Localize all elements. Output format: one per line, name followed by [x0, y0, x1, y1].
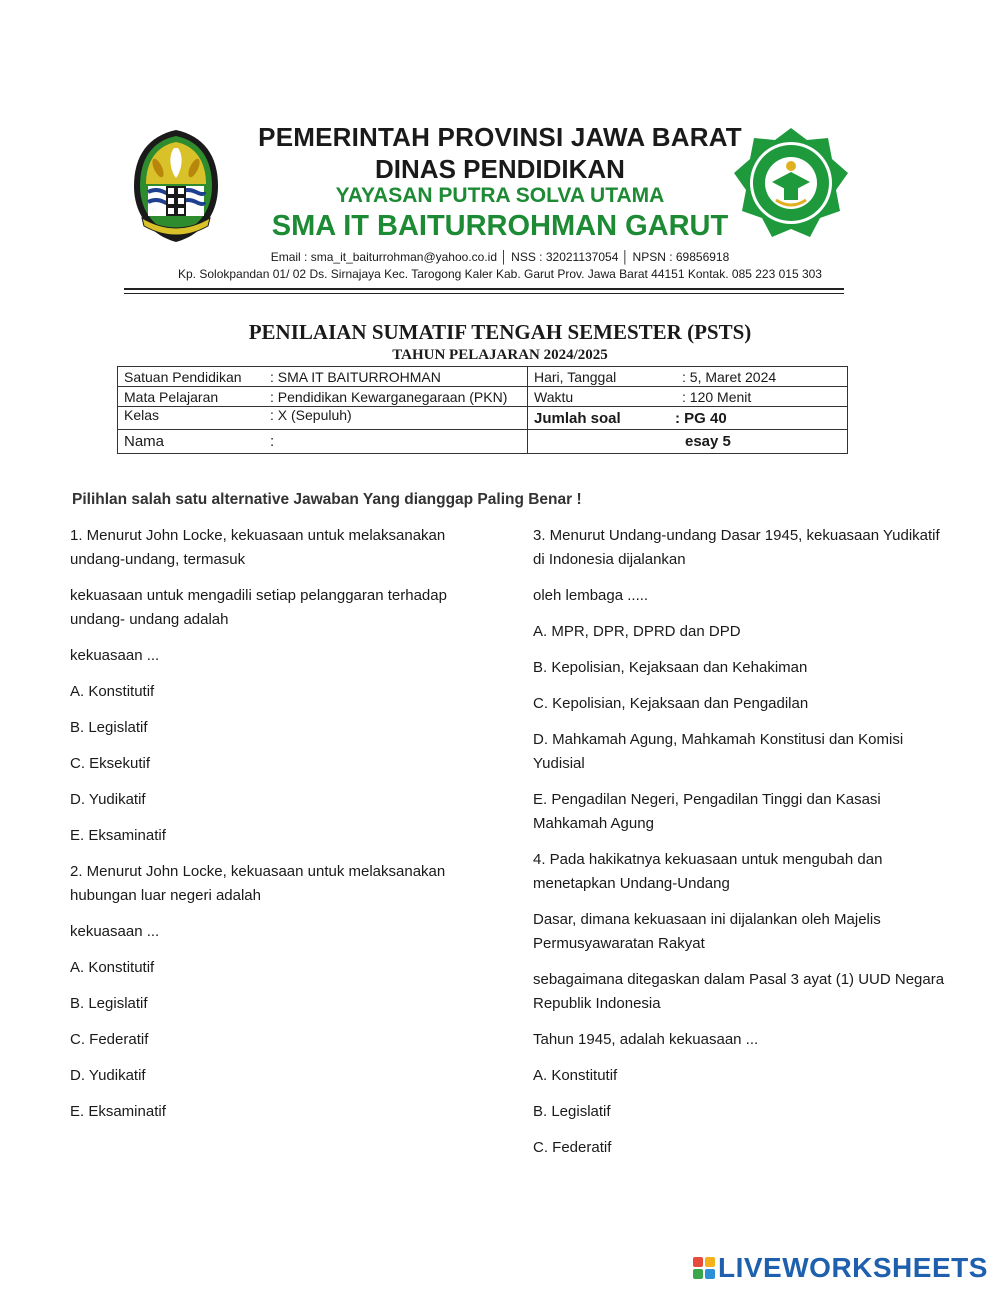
letterhead-government: PEMERINTAH PROVINSI JAWA BARAT — [258, 122, 742, 152]
question-4-stem: 4. Pada hakikatnya kekuasaan untuk mengubah dan menetapkan Undang-Undang — [533, 851, 883, 892]
questions-left-column — [70, 524, 470, 1136]
mapel-label: Mata Pelajaran — [124, 388, 219, 405]
liveworksheets-icon — [693, 1257, 715, 1279]
liveworksheets-brand[interactable] — [693, 1252, 988, 1284]
hari-label: Hari, Tanggal — [534, 368, 617, 385]
nama-value: : — [270, 433, 275, 450]
letterhead-divider-thick — [124, 288, 844, 290]
instruction-text: Pilihlan salah satu alternative Jawaban Yang dianggap Paling Benar ! — [72, 491, 582, 508]
question-1-option-e[interactable]: E. Eksaminatif — [70, 827, 166, 844]
question-4-option-c[interactable]: C. Federatif — [533, 1139, 612, 1156]
question-3-option-a[interactable]: A. MPR, DPR, DPRD dan DPD — [533, 623, 741, 640]
questions-right-column — [533, 524, 953, 1172]
question-1-option-c[interactable]: C. Eksekutif — [70, 755, 151, 772]
info-cell — [118, 430, 528, 454]
question-4-stem: Tahun 1945, adalah kekuasaan ... — [533, 1031, 759, 1048]
question-3-option-b[interactable]: B. Kepolisian, Kejaksaan dan Kehakiman — [533, 659, 808, 676]
waktu-label: Waktu — [534, 388, 574, 405]
jumlah-soal-value: : PG 40 — [675, 409, 727, 427]
question-2-option-a[interactable]: A. Konstitutif — [70, 959, 155, 976]
nama-label: Nama — [124, 433, 165, 450]
liveworksheets-logo-text: LIVEWORKSHEETS — [718, 1252, 988, 1283]
question-2-stem: kekuasaan ... — [70, 923, 160, 940]
exam-title: PENILAIAN SUMATIF TENGAH SEMESTER (PSTS) — [248, 320, 752, 344]
question-2-stem: 2. Menurut John Locke, kekuasaan untuk melaksanakan hubungan luar negeri adalah — [70, 863, 446, 904]
letterhead-divider-thin — [124, 293, 844, 294]
question-2-option-c[interactable]: C. Federatif — [70, 1031, 149, 1048]
info-cell — [528, 407, 848, 430]
question-3-option-c[interactable]: C. Kepolisian, Kejaksaan dan Pengadilan — [533, 695, 809, 712]
question-1-stem: kekuasaan ... — [70, 647, 160, 664]
question-3-stem: oleh lembaga ..... — [533, 587, 649, 604]
question-4-stem: sebagaimana ditegaskan dalam Pasal 3 ayat (1) UUD Negara Republik Indonesia — [533, 971, 945, 1012]
satuan-value: : SMA IT BAITURROHMAN — [270, 368, 441, 385]
mapel-value: : Pendidikan Kewarganegaraan (PKN) — [270, 388, 508, 405]
essay-count: esay 5 — [685, 433, 731, 450]
table-row — [118, 367, 848, 387]
kelas-label: Kelas — [124, 407, 160, 423]
question-3-stem: 3. Menurut Undang-undang Dasar 1945, kekuasaan Yudikatif di Indonesia dijalankan — [533, 527, 940, 568]
letterhead-department: DINAS PENDIDIKAN — [375, 154, 625, 184]
exam-year: TAHUN PELAJARAN 2024/2025 — [392, 347, 608, 363]
table-row — [118, 430, 848, 454]
question-4-option-a[interactable]: A. Konstitutif — [533, 1067, 618, 1084]
question-3-option-e[interactable]: E. Pengadilan Negeri, Pengadilan Tinggi dan Kasasi Mahkamah Agung — [533, 791, 881, 832]
question-2-option-e[interactable]: E. Eksaminatif — [70, 1103, 166, 1120]
question-1-option-d[interactable]: D. Yudikatif — [70, 791, 146, 808]
letterhead-address: Kp. Solokpandan 01/ 02 Ds. Sirnajaya Kec. Tarogong Kaler Kab. Garut Prov. Jawa Barat 44151 Kontak. 085 223 015 303 — [178, 267, 822, 281]
table-row — [118, 387, 848, 407]
info-cell — [118, 407, 528, 430]
waktu-value: : 120 Menit — [682, 388, 752, 405]
question-1-option-a[interactable]: A. Konstitutif — [70, 683, 155, 700]
jumlah-soal-label: Jumlah soal — [534, 409, 621, 427]
satuan-label: Satuan Pendidikan — [124, 368, 242, 385]
info-cell — [118, 367, 528, 387]
info-cell — [528, 430, 848, 454]
exam-info-table — [117, 366, 848, 454]
info-cell — [528, 387, 848, 407]
question-1-stem: 1. Menurut John Locke, kekuasaan untuk melaksanakan undang-undang, termasuk — [70, 527, 446, 568]
letterhead-contact: Email : sma_it_baiturrohman@yahoo.co.id │ NSS : 32021137054 │ NPSN : 69856918 — [270, 250, 730, 264]
info-cell — [118, 387, 528, 407]
question-1-option-b[interactable]: B. Legislatif — [70, 719, 148, 736]
question-4-option-b[interactable]: B. Legislatif — [533, 1103, 611, 1120]
question-1-stem: kekuasaan untuk mengadili setiap pelanggaran terhadap undang- undang adalah — [70, 587, 447, 628]
kelas-value: : X (Sepuluh) — [270, 407, 352, 423]
info-cell — [528, 367, 848, 387]
hari-value: : 5, Maret 2024 — [682, 368, 777, 385]
question-3-option-d[interactable]: D. Mahkamah Agung, Mahkamah Konstitusi dan Komisi Yudisial — [533, 731, 904, 772]
table-row — [118, 407, 848, 430]
letterhead-school-name: SMA IT BAITURROHMAN GARUT — [271, 210, 729, 242]
letterhead-foundation: YAYASAN PUTRA SOLVA UTAMA — [335, 184, 665, 207]
question-4-stem: Dasar, dimana kekuasaan ini dijalankan oleh Majelis Permusyawaratan Rakyat — [533, 911, 881, 952]
question-2-option-b[interactable]: B. Legislatif — [70, 995, 148, 1012]
question-2-option-d[interactable]: D. Yudikatif — [70, 1067, 146, 1084]
